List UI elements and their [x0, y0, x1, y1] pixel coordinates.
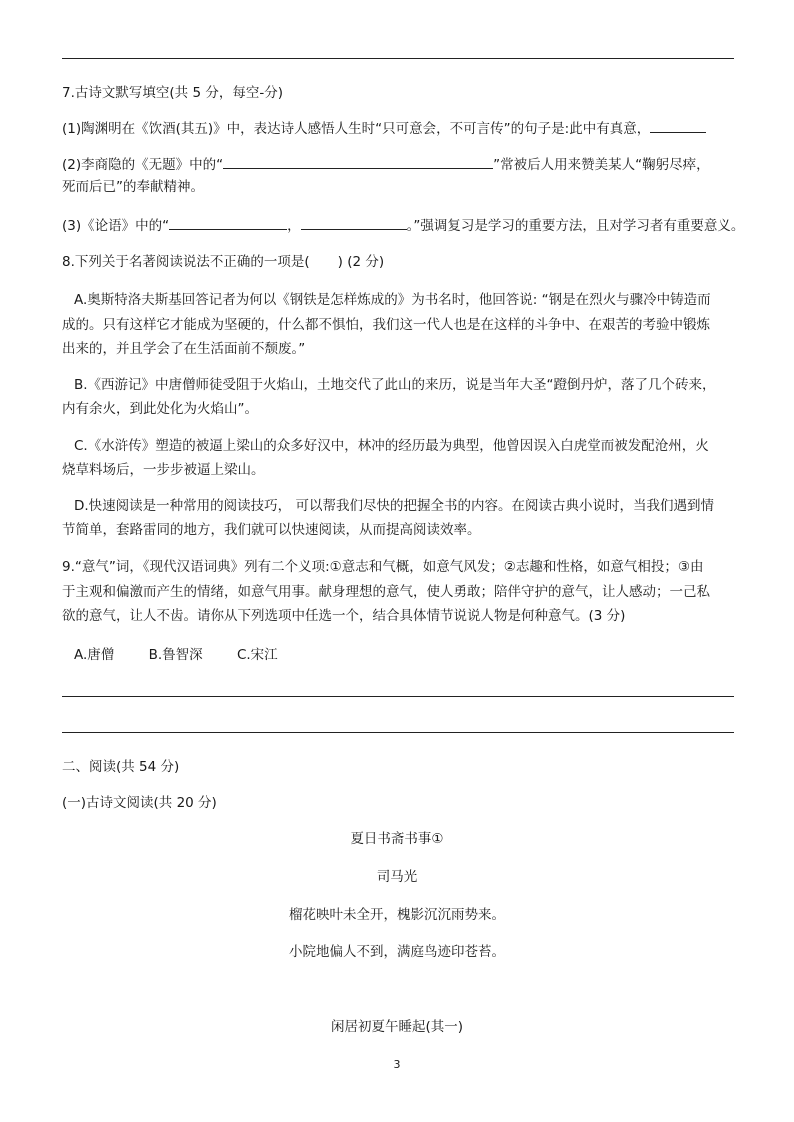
q9-option-b[interactable]: B.鲁智深 — [148, 647, 203, 663]
q8-option-d-line-1: D.快速阅读是一种常用的阅读技巧， 可以帮我们尽快的把握全书的内容。在阅读古典小说时，当我们遇到情 — [74, 498, 714, 514]
section2-subheading: (一)古诗文阅读(共 20 分) — [62, 795, 217, 811]
q9-option-a[interactable]: A.唐僧 — [74, 647, 115, 663]
q8-option-b-line-1: B.《西游记》中唐僧师徒受阻于火焰山，土地交代了此山的来历，说是当年大圣“蹬倒丹炉，落了几个砖来， — [74, 377, 716, 393]
q8-option-c-line-1: C.《水浒传》塑造的被逼上梁山的众多好汉中，林冲的经历最为典型，他曾因误入白虎堂而被发配沧州，火 — [74, 438, 709, 454]
q8-option-a-line-3: 出来的，并且学会了在生活面前不颓废。” — [62, 341, 306, 357]
q8-heading-after: ) (2 分) — [337, 254, 385, 270]
poem1-author: 司马光 — [376, 869, 418, 885]
q7-blank-4[interactable] — [301, 214, 407, 230]
page-number: 3 — [393, 1058, 401, 1071]
q7-blank-3[interactable] — [169, 214, 287, 230]
poem1-line-2: 小院地偏人不到，满庭鸟迹印苍苔。 — [289, 944, 505, 960]
q9-options — [74, 645, 734, 665]
q9-option-c[interactable]: C.宋江 — [236, 647, 278, 663]
q9-answer-line-1[interactable] — [62, 696, 734, 697]
q7-item-1-text: (1)陶渊明在《饮酒(其五)》中，表达诗人感悟人生时“只可意会，不可言传”的句子是:此中有真意， — [62, 121, 651, 137]
q7-blank-1[interactable] — [650, 117, 706, 133]
top-divider — [62, 58, 734, 59]
poem2-title: 闲居初夏午睡起(其一) — [330, 1019, 464, 1035]
q8-option-b-line-2: 内有余火，到此处化为火焰山”。 — [62, 401, 258, 417]
poem1-title: 夏日书斋书事① — [350, 831, 444, 847]
q7-item-3-text-after: 。”强调复习是学习的重要方法，且对学习者有重要意义。 — [406, 218, 745, 234]
q8-heading — [62, 252, 734, 272]
q7-item-2-text-before: (2)李商隐的《无题》中的“ — [62, 157, 224, 173]
q7-item-2 — [62, 153, 734, 175]
q9-answer-line-2[interactable] — [62, 732, 734, 733]
q7-item-3-text-before: (3)《论语》中的“ — [62, 218, 170, 234]
q7-item-1 — [62, 117, 734, 139]
q8-option-d-line-2: 节简单，套路雷同的地方，我们就可以快速阅读，从而提高阅读效率。 — [62, 522, 481, 538]
q7-item-2-line2: 死而后已”的奉献精神。 — [62, 179, 204, 195]
q7-item-2-text-after: ”常被后人用来赞美某人“鞠躬尽瘁， — [493, 157, 710, 173]
q8-option-a-line-1: A.奥斯特洛夫斯基回答记者为何以《钢铁是怎样炼成的》为书名时，他回答说: “钢是在烈火与骤冷中铸造而 — [74, 292, 711, 308]
poem1-line-1: 榴花映叶未全开，槐影沉沉雨势来。 — [289, 907, 505, 923]
section2-heading: 二、阅读(共 54 分) — [62, 759, 180, 775]
q8-heading-before: 8.下列关于名著阅读说法不正确的一项是( — [62, 254, 310, 270]
q8-option-c-line-2: 烧草料场后，一步步被逼上梁山。 — [62, 462, 265, 478]
q9-line-3: 欲的意气，让人不齿。请你从下列选项中任选一个，结合具体情节说说人物是何种意气。(3 分) — [62, 608, 626, 624]
q7-blank-2[interactable] — [223, 153, 493, 169]
q7-item-3-comma: ， — [287, 218, 301, 234]
q9-line-1: 9.“意气”词，《现代汉语词典》列有二个义项:①意志和气概，如意气风发；②志趣和性格，如意气相投；③由 — [62, 559, 704, 575]
q8-option-a-line-2: 成的。只有这样它才能成为坚硬的，什么都不惧怕，我们这一代人也是在这样的斗争中、在艰苦的考验中锻炼 — [62, 317, 710, 333]
q7-heading: 7.古诗文默写填空(共 5 分，每空-分) — [62, 85, 283, 101]
q7-item-3 — [62, 214, 745, 236]
q9-line-2: 于主观和偏激而产生的情绪，如意气用事。献身理想的意气，使人勇敢；陪伴守护的意气，让人感动；一己私 — [62, 584, 710, 600]
